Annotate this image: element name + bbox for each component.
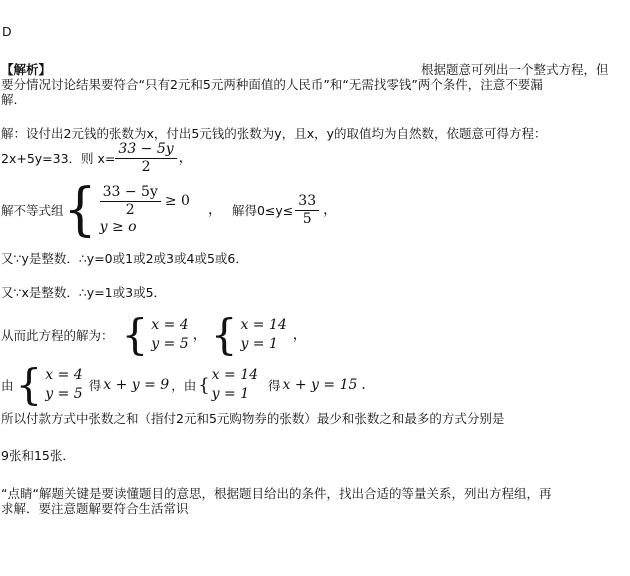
x-integer-line: 又∵x是整数．∴y=1或3或5． xyxy=(1,285,167,300)
sol2-x: x = 14 xyxy=(240,317,287,333)
from-prefix: 由 xyxy=(1,377,14,393)
inequality-fraction-numerator: 33 − 5y xyxy=(100,185,161,202)
inequality-bound-fraction xyxy=(295,194,319,227)
inequality-solve-text: 解得0≤y≤ xyxy=(231,202,294,218)
sum-sys2-y: y = 1 xyxy=(211,386,250,402)
sum-sys1-x: x = 4 xyxy=(45,367,83,383)
brace-1: { xyxy=(121,310,149,359)
inequality-relation: ≥ 0 xyxy=(164,193,190,209)
from-mid: ，由 xyxy=(171,377,197,393)
x-fraction-denominator: 2 xyxy=(141,159,151,175)
sum-sys1-y: y = 5 xyxy=(45,386,83,402)
get-text-1: 得 xyxy=(88,377,102,393)
equation-text: 2x+5y=33．则 x= xyxy=(1,151,116,166)
conclusion-line-1: 所以付款方式中张数之和（指付2元和5元购物券的张数）最少和张数之和最多的方式分别是 xyxy=(1,411,505,426)
solutions-line xyxy=(1,310,307,359)
brace-3: { xyxy=(15,360,43,409)
analysis-label: 【解析】 xyxy=(1,62,52,77)
inequality-system xyxy=(63,177,190,243)
analysis-intro-line3: 解. xyxy=(1,92,18,107)
sol2-y: y = 1 xyxy=(240,336,278,352)
brace-2: { xyxy=(210,310,238,359)
sum-result-1: x + y = 9 xyxy=(103,376,170,393)
inequality-prefix: 解不等式组 xyxy=(1,202,64,218)
inequality-row-2: y ≥ o xyxy=(99,219,137,235)
sum-result-2: x + y = 15 xyxy=(282,376,358,393)
answer-letter: D xyxy=(2,24,12,39)
sum-sys2-x: x = 14 xyxy=(211,367,259,383)
sum-period: ． xyxy=(361,376,376,393)
equation-comma: ， xyxy=(178,150,193,166)
bound-denominator: 5 xyxy=(302,210,312,227)
get-text-2: 得 xyxy=(268,377,281,393)
bound-numerator: 33 xyxy=(295,194,319,211)
brace-4: { xyxy=(198,374,210,396)
equation-line xyxy=(1,142,193,175)
inequality-separator: ， xyxy=(207,201,222,218)
sol1-y: y = 5 xyxy=(151,336,189,352)
solution-system-1 xyxy=(121,310,189,359)
solution-system-2 xyxy=(210,310,287,359)
sum-line xyxy=(1,360,376,409)
left-brace: { xyxy=(63,177,97,243)
solution-end: ， xyxy=(292,326,307,343)
sum-system-1 xyxy=(15,360,83,409)
solution-separator: ， xyxy=(192,326,207,343)
analysis-intro-right: 根据题意可列出一个整式方程，但 xyxy=(421,62,609,77)
x-fraction xyxy=(115,142,176,175)
sol1-x: x = 4 xyxy=(151,317,189,333)
comment-line-1: “点睛“解题关键是要读懂题目的意思，根据题目给出的条件，找出合适的等量关系，列出方程组，再 xyxy=(1,486,552,501)
solution-setup-line: 解：设付出2元钱的张数为x，付出5元钱的张数为y，且x，y的取值均为自然数，依题意可得方程： xyxy=(1,126,547,141)
comment-line-2: 求解．要注意题解要符合生活常识 xyxy=(1,501,189,516)
inequality-fraction-denominator: 2 xyxy=(125,202,135,218)
x-fraction-numerator: 33 − 5y xyxy=(115,142,176,159)
inequality-end: ， xyxy=(323,201,338,218)
conclusion-line-2: 9张和15张． xyxy=(1,448,75,463)
sum-system-2 xyxy=(198,368,258,402)
analysis-intro-line2: 要分情况讨论结果要符合“只有2元和5元两种面值的人民币”和“无需找零钱”两个条件，注意不要漏 xyxy=(1,77,543,92)
inequality-row-1 xyxy=(100,185,190,218)
solutions-prefix: 从而此方程的解为： xyxy=(1,327,114,343)
y-integer-line: 又∵y是整数．∴y=0或1或2或3或4或5或6． xyxy=(1,251,248,266)
inequality-line xyxy=(1,177,338,243)
